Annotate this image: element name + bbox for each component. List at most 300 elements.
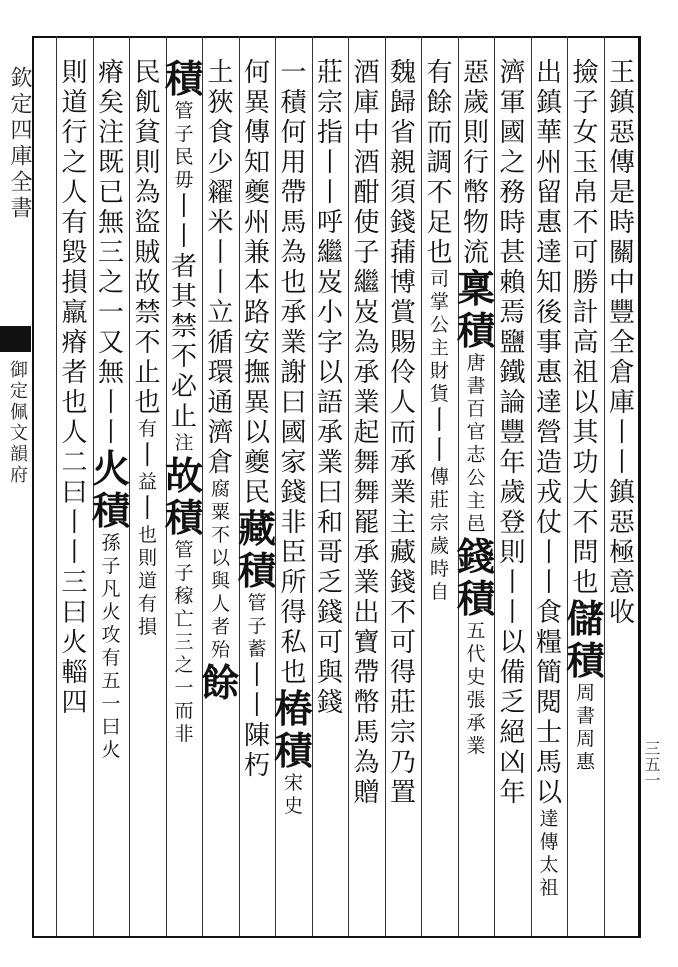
glyph: 損 xyxy=(61,268,88,298)
glyph: 積 xyxy=(566,638,605,683)
glyph: 倉 xyxy=(608,358,635,388)
glyph: 本 xyxy=(243,268,270,298)
glyph: 馬 xyxy=(280,208,307,238)
glyph: 錢 xyxy=(316,598,343,628)
fishtail-mark xyxy=(0,326,31,352)
glyph: 丨 xyxy=(134,494,161,524)
glyph: 公 xyxy=(466,467,486,489)
glyph: 時 xyxy=(608,208,635,238)
glyph: 則 xyxy=(462,118,489,148)
glyph: 傳 xyxy=(608,148,635,178)
glyph: 中 xyxy=(353,118,380,148)
glyph: 者 xyxy=(61,358,88,388)
glyph: 國 xyxy=(499,118,526,148)
glyph: 宗 xyxy=(316,88,343,118)
glyph: 達 xyxy=(535,238,562,268)
glyph: 語 xyxy=(316,388,343,418)
glyph: 非 xyxy=(280,508,307,538)
glyph: 歲 xyxy=(429,535,449,557)
glyph: 計 xyxy=(572,298,599,328)
glyph: 書 xyxy=(466,375,486,397)
glyph: 幣 xyxy=(353,688,380,718)
glyph: 豐 xyxy=(499,418,526,448)
glyph: 字 xyxy=(316,328,343,358)
glyph: 孫 xyxy=(101,532,121,554)
glyph: 丨 xyxy=(61,508,88,538)
glyph: 州 xyxy=(535,148,562,178)
glyph: 者 xyxy=(170,252,197,282)
glyph: 則 xyxy=(499,538,526,568)
glyph: 帛 xyxy=(572,178,599,208)
glyph: 行 xyxy=(61,118,88,148)
glyph: 置 xyxy=(389,778,416,808)
glyph: 人 xyxy=(389,388,416,418)
glyph: 和 xyxy=(316,508,343,538)
glyph: 丨 xyxy=(207,268,234,298)
glyph: 倉 xyxy=(207,448,234,478)
glyph: 時 xyxy=(429,558,449,580)
glyph: 人 xyxy=(61,418,88,448)
glyph: 土 xyxy=(207,58,234,88)
glyph: 之 xyxy=(97,268,124,298)
glyph: 儲 xyxy=(566,596,605,641)
glyph: 管 xyxy=(174,100,194,122)
glyph: 積 xyxy=(165,495,204,540)
glyph: 歲 xyxy=(462,88,489,118)
glyph: 積 xyxy=(280,88,307,118)
glyph: 賊 xyxy=(134,238,161,268)
glyph: 毋 xyxy=(174,169,194,191)
glyph: 百 xyxy=(466,398,486,420)
glyph: 火 xyxy=(101,739,121,761)
glyph: 造 xyxy=(535,448,562,478)
glyph: 其 xyxy=(572,418,599,448)
glyph: 幣 xyxy=(462,178,489,208)
book-title: 欽定四庫全書 xyxy=(7,66,32,222)
glyph: 業 xyxy=(316,448,343,478)
glyph: 有 xyxy=(101,647,121,669)
glyph: 火 xyxy=(61,628,88,658)
glyph: 傳 xyxy=(429,466,449,488)
glyph: 繼 xyxy=(316,238,343,268)
glyph: 貧 xyxy=(134,118,161,148)
glyph: 則 xyxy=(134,148,161,178)
text-column xyxy=(275,58,312,928)
glyph: 丨 xyxy=(426,436,453,466)
glyph: 以 xyxy=(499,628,526,658)
glyph: 積 xyxy=(457,308,496,353)
glyph: 丨 xyxy=(608,418,635,448)
glyph: 子 xyxy=(101,555,121,577)
glyph: 之 xyxy=(499,148,526,178)
glyph: 閱 xyxy=(535,688,562,718)
glyph: 禁 xyxy=(134,298,161,328)
glyph: 貨 xyxy=(429,383,449,405)
glyph: 不 xyxy=(572,208,599,238)
glyph: 注 xyxy=(97,118,124,148)
glyph: 祖 xyxy=(539,877,559,899)
glyph: 三 xyxy=(97,238,124,268)
glyph: 五 xyxy=(101,670,121,692)
glyph: 士 xyxy=(535,718,562,748)
glyph: 亡 xyxy=(174,608,194,630)
glyph: 毀 xyxy=(61,238,88,268)
glyph: 不 xyxy=(134,328,161,358)
glyph: 賴 xyxy=(499,268,526,298)
glyph: 丨 xyxy=(535,568,562,598)
glyph: 腐 xyxy=(210,478,230,500)
glyph: 業 xyxy=(353,388,380,418)
glyph: 主 xyxy=(429,337,449,359)
glyph: 不 xyxy=(426,178,453,208)
glyph: 錢 xyxy=(389,568,416,598)
glyph: 管 xyxy=(174,539,194,561)
glyph: 甚 xyxy=(499,238,526,268)
glyph: 營 xyxy=(535,418,562,448)
glyph: 人 xyxy=(61,178,88,208)
glyph: 曰 xyxy=(101,716,121,738)
glyph: 丨 xyxy=(97,418,124,448)
glyph: 不 xyxy=(572,508,599,538)
glyph: 可 xyxy=(316,628,343,658)
glyph: 積 xyxy=(238,548,277,593)
glyph: 指 xyxy=(316,118,343,148)
glyph: 以 xyxy=(243,418,270,448)
glyph: 行 xyxy=(462,148,489,178)
glyph: 羸 xyxy=(61,298,88,328)
glyph: 瘠 xyxy=(97,58,124,88)
glyph: 而 xyxy=(426,118,453,148)
glyph: 以 xyxy=(572,388,599,418)
glyph: 宗 xyxy=(429,512,449,534)
glyph: 主 xyxy=(466,490,486,512)
glyph: 有 xyxy=(61,208,88,238)
glyph: 糴 xyxy=(207,178,234,208)
glyph: 也 xyxy=(134,388,161,418)
glyph: 財 xyxy=(429,360,449,382)
glyph: 立 xyxy=(207,298,234,328)
glyph: 調 xyxy=(426,148,453,178)
glyph: 則 xyxy=(137,547,157,569)
glyph: 錢 xyxy=(389,208,416,238)
glyph: 丨 xyxy=(170,222,197,252)
glyph: 子 xyxy=(174,562,194,584)
glyph: 小 xyxy=(316,298,343,328)
glyph: 餘 xyxy=(426,88,453,118)
glyph: 用 xyxy=(280,148,307,178)
glyph: 莊 xyxy=(316,58,343,88)
glyph: 二 xyxy=(61,448,88,478)
glyph: 錢 xyxy=(457,534,496,579)
glyph: 餘 xyxy=(201,660,240,705)
glyph: 凡 xyxy=(101,578,121,600)
glyph: 故 xyxy=(134,268,161,298)
glyph: 矣 xyxy=(97,88,124,118)
glyph: 道 xyxy=(137,570,157,592)
glyph: 省 xyxy=(389,118,416,148)
glyph: 故 xyxy=(165,453,204,498)
glyph: 物 xyxy=(462,208,489,238)
glyph: 通 xyxy=(207,388,234,418)
glyph: 藏 xyxy=(389,538,416,568)
glyph: 不 xyxy=(170,342,197,372)
glyph: 丨 xyxy=(61,538,88,568)
glyph: 丨 xyxy=(316,148,343,178)
glyph: 無 xyxy=(97,208,124,238)
glyph: 盜 xyxy=(134,208,161,238)
glyph: 博 xyxy=(389,268,416,298)
glyph: 民 xyxy=(174,146,194,168)
glyph: 為 xyxy=(280,238,307,268)
glyph: 子 xyxy=(353,238,380,268)
glyph: 不 xyxy=(389,598,416,628)
glyph: 稟 xyxy=(457,266,496,311)
glyph: 以 xyxy=(316,358,343,388)
glyph: 必 xyxy=(170,372,197,402)
glyph: 出 xyxy=(535,58,562,88)
glyph: 非 xyxy=(174,723,194,745)
glyph: 瘠 xyxy=(61,328,88,358)
glyph: 子 xyxy=(572,88,599,118)
glyph: 知 xyxy=(243,148,270,178)
glyph: 業 xyxy=(389,478,416,508)
glyph: 既 xyxy=(97,148,124,178)
glyph: 舞 xyxy=(353,448,380,478)
glyph: 有 xyxy=(137,418,157,440)
glyph: 岌 xyxy=(353,298,380,328)
glyph: 祖 xyxy=(572,358,599,388)
glyph: 兼 xyxy=(243,238,270,268)
glyph: 惡 xyxy=(462,58,489,88)
glyph: 陳 xyxy=(243,721,270,751)
glyph: 自 xyxy=(429,581,449,603)
glyph: 傳 xyxy=(243,118,270,148)
glyph: 環 xyxy=(207,358,234,388)
glyph: 可 xyxy=(389,628,416,658)
glyph: 狹 xyxy=(207,88,234,118)
glyph: 張 xyxy=(466,689,486,711)
glyph: 子 xyxy=(247,615,267,637)
glyph: 與 xyxy=(210,570,230,592)
glyph: 罷 xyxy=(353,508,380,538)
glyph: 為 xyxy=(353,328,380,358)
glyph: 魏 xyxy=(389,58,416,88)
glyph: 鐵 xyxy=(499,358,526,388)
glyph: 宗 xyxy=(389,718,416,748)
glyph: 華 xyxy=(535,118,562,148)
text-column xyxy=(202,58,239,928)
glyph: 唐 xyxy=(466,352,486,374)
glyph: 收 xyxy=(608,598,635,628)
glyph: 曰 xyxy=(61,598,88,628)
glyph: 史 xyxy=(283,795,303,817)
glyph: 與 xyxy=(316,658,343,688)
glyph: 濟 xyxy=(499,58,526,88)
book-spine-margin xyxy=(0,36,31,936)
glyph: 惠 xyxy=(535,358,562,388)
glyph: 異 xyxy=(243,388,270,418)
glyph: 莊 xyxy=(389,688,416,718)
glyph: 登 xyxy=(499,508,526,538)
glyph: 中 xyxy=(608,268,635,298)
glyph: 乏 xyxy=(499,688,526,718)
glyph: 承 xyxy=(353,358,380,388)
glyph: 業 xyxy=(466,735,486,757)
glyph: 一 xyxy=(97,298,124,328)
glyph: 糧 xyxy=(535,628,562,658)
text-column xyxy=(166,58,203,928)
glyph: 安 xyxy=(243,328,270,358)
glyph: 濟 xyxy=(207,418,234,448)
text-column xyxy=(385,58,422,928)
glyph: 可 xyxy=(572,238,599,268)
glyph: 周 xyxy=(575,728,595,750)
glyph: 家 xyxy=(280,448,307,478)
glyph: 朽 xyxy=(243,751,270,781)
glyph: 馬 xyxy=(353,718,380,748)
glyph: 大 xyxy=(572,478,599,508)
glyph: 司 xyxy=(429,268,449,290)
glyph: 曰 xyxy=(280,388,307,418)
glyph: 賜 xyxy=(389,328,416,358)
glyph: 岌 xyxy=(316,268,343,298)
glyph: 曰 xyxy=(316,478,343,508)
glyph: 錢 xyxy=(316,688,343,718)
glyph: 歸 xyxy=(389,88,416,118)
glyph: 贈 xyxy=(353,778,380,808)
glyph: 其 xyxy=(170,282,197,312)
glyph: 王 xyxy=(608,58,635,88)
glyph: 火 xyxy=(92,446,131,491)
glyph: 異 xyxy=(243,88,270,118)
glyph: 粟 xyxy=(210,501,230,523)
glyph: 鎮 xyxy=(608,478,635,508)
glyph: 焉 xyxy=(499,298,526,328)
glyph: 鹽 xyxy=(499,328,526,358)
glyph: 使 xyxy=(353,208,380,238)
glyph: 簡 xyxy=(535,658,562,688)
glyph: 代 xyxy=(466,643,486,665)
text-column xyxy=(531,58,568,928)
glyph: 史 xyxy=(466,666,486,688)
glyph: 以 xyxy=(210,547,230,569)
glyph: 惠 xyxy=(535,208,562,238)
glyph: 四 xyxy=(61,688,88,718)
glyph: 三 xyxy=(61,568,88,598)
glyph: 凶 xyxy=(499,748,526,778)
glyph: 禁 xyxy=(170,312,197,342)
glyph: 親 xyxy=(389,148,416,178)
glyph: 止 xyxy=(170,402,197,432)
glyph: 達 xyxy=(535,388,562,418)
glyph: 也 xyxy=(280,658,307,688)
glyph: 年 xyxy=(499,448,526,478)
glyph: 丨 xyxy=(170,192,197,222)
glyph: 足 xyxy=(426,208,453,238)
glyph: 問 xyxy=(572,538,599,568)
glyph: 道 xyxy=(61,88,88,118)
glyph: 意 xyxy=(608,568,635,598)
text-column xyxy=(129,58,166,928)
glyph: 而 xyxy=(389,418,416,448)
glyph: 飢 xyxy=(134,88,161,118)
glyph: 國 xyxy=(280,418,307,448)
glyph: 高 xyxy=(572,328,599,358)
glyph: 注 xyxy=(174,432,194,454)
glyph: 之 xyxy=(174,654,194,676)
glyph: 蒱 xyxy=(389,238,416,268)
glyph: 食 xyxy=(207,118,234,148)
glyph: 莊 xyxy=(429,489,449,511)
glyph: 流 xyxy=(462,238,489,268)
glyph: 丨 xyxy=(316,178,343,208)
glyph: 輜 xyxy=(61,658,88,688)
glyph: 承 xyxy=(466,712,486,734)
glyph: 椿 xyxy=(274,686,313,731)
glyph: 鎮 xyxy=(608,88,635,118)
glyph: 積 xyxy=(274,728,313,773)
page-number: 三五一 xyxy=(642,740,661,788)
text-column xyxy=(312,58,349,928)
glyph: 丨 xyxy=(499,568,526,598)
glyph: 得 xyxy=(280,598,307,628)
glyph: 為 xyxy=(353,748,380,778)
glyph: 馬 xyxy=(535,748,562,778)
glyph: 務 xyxy=(499,178,526,208)
glyph: 一 xyxy=(280,58,307,88)
glyph: 是 xyxy=(608,178,635,208)
glyph: 出 xyxy=(353,598,380,628)
glyph: 州 xyxy=(243,208,270,238)
glyph: 業 xyxy=(280,328,307,358)
glyph: 達 xyxy=(539,808,559,830)
glyph: 少 xyxy=(207,148,234,178)
glyph: 主 xyxy=(389,508,416,538)
glyph: 邑 xyxy=(466,513,486,535)
text-column xyxy=(494,58,531,928)
glyph: 撫 xyxy=(243,358,270,388)
glyph: 功 xyxy=(572,448,599,478)
glyph: 管 xyxy=(247,592,267,614)
glyph: 又 xyxy=(97,328,124,358)
glyph: 承 xyxy=(316,418,343,448)
text-column xyxy=(567,58,604,928)
glyph: 勝 xyxy=(572,268,599,298)
glyph: 公 xyxy=(429,314,449,336)
glyph: 舞 xyxy=(353,478,380,508)
glyph: 臣 xyxy=(280,538,307,568)
glyph: 曰 xyxy=(61,478,88,508)
edition-title: 御定佩文韻府 xyxy=(7,360,28,486)
glyph: 有 xyxy=(426,58,453,88)
glyph: 之 xyxy=(61,148,88,178)
glyph: 歲 xyxy=(499,478,526,508)
glyph: 火 xyxy=(101,601,121,623)
glyph: 庫 xyxy=(608,388,635,418)
glyph: 丨 xyxy=(535,538,562,568)
glyph: 年 xyxy=(499,778,526,808)
glyph: 乏 xyxy=(316,568,343,598)
glyph: 後 xyxy=(535,298,562,328)
glyph: 則 xyxy=(61,58,88,88)
glyph: 撿 xyxy=(572,58,599,88)
glyph: 也 xyxy=(280,268,307,298)
glyph: 丨 xyxy=(243,661,270,691)
glyph: 事 xyxy=(535,328,562,358)
glyph: 丨 xyxy=(499,598,526,628)
glyph: 所 xyxy=(280,568,307,598)
glyph: 米 xyxy=(207,208,234,238)
